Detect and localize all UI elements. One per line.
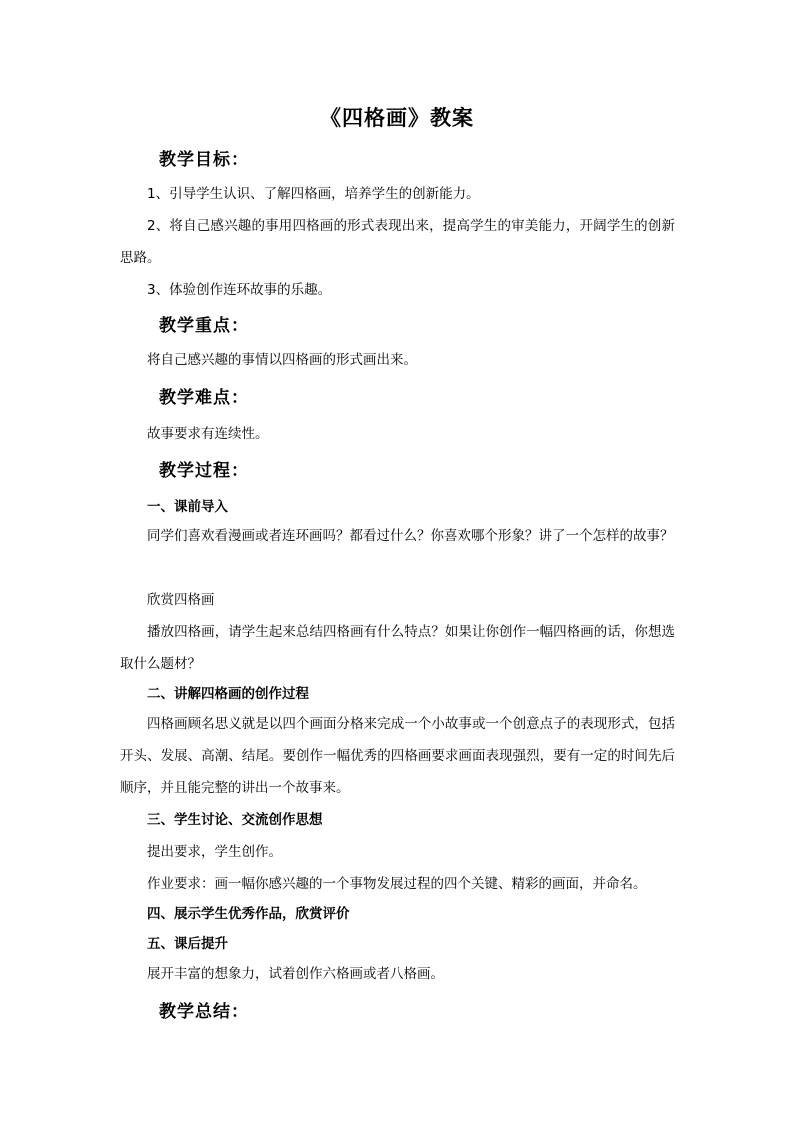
objective-item-3: 3、体验创作连环故事的乐趣。 — [147, 282, 332, 298]
section-5-paragraph-1: 展开丰富的想象力，试着创作六格画或者八格画。 — [147, 966, 444, 982]
section-3-paragraph-1: 提出要求，学生创作。 — [147, 844, 282, 860]
section-3-paragraph-2: 作业要求：画一幅你感兴趣的一个事物发展过程的四个关键、精彩的画面，并命名。 — [147, 876, 647, 892]
section-3-title: 三、学生讨论、交流创作思想 — [147, 812, 323, 828]
section-1-paragraph-1: 同学们喜欢看漫画或者连环画吗？都看过什么？你喜欢哪个形象？讲了一个怎样的故事？ — [147, 528, 674, 544]
heading-process: 教学过程： — [159, 461, 249, 481]
objective-item-2: 2、将自己感兴趣的事用四格画的形式表现出来，提高学生的审美能力，开阔学生的创新思路。 — [120, 218, 675, 266]
difficulty-text: 故事要求有连续性。 — [147, 426, 269, 442]
page-title: 《四格画》教案 — [320, 105, 474, 130]
heading-objectives: 教学目标： — [159, 150, 249, 170]
heading-difficulty: 教学难点： — [159, 388, 249, 408]
heading-summary: 教学总结： — [159, 1002, 249, 1022]
heading-key-point: 教学重点： — [159, 316, 249, 336]
key-point-text: 将自己感兴趣的事情以四格画的形式画出来。 — [147, 352, 417, 368]
section-1-title: 一、课前导入 — [147, 499, 228, 515]
section-4-title: 四、展示学生优秀作品，欣赏评价 — [147, 906, 350, 922]
objective-item-1: 1、引导学生认识、了解四格画，培养学生的创新能力。 — [147, 186, 480, 202]
section-1-paragraph-3: 播放四格画，请学生起来总结四格画有什么特点？如果让你创作一幅四格画的话，你想选取什么题材？ — [120, 624, 675, 672]
section-2-paragraph-1: 四格画顾名思义就是以四个画面分格来完成一个小故事或一个创意点子的表现形式，包括开头、发展、高潮、结尾。要创作一幅优秀的四格画要求画面表现强烈，要有一定的时间先后顺序，并且能完整的讲出一个故事来。 — [120, 716, 675, 796]
section-5-title: 五、课后提升 — [147, 936, 228, 952]
section-1-paragraph-2: 欣赏四格画 — [147, 592, 215, 608]
section-2-title: 二、讲解四格画的创作过程 — [147, 686, 309, 702]
